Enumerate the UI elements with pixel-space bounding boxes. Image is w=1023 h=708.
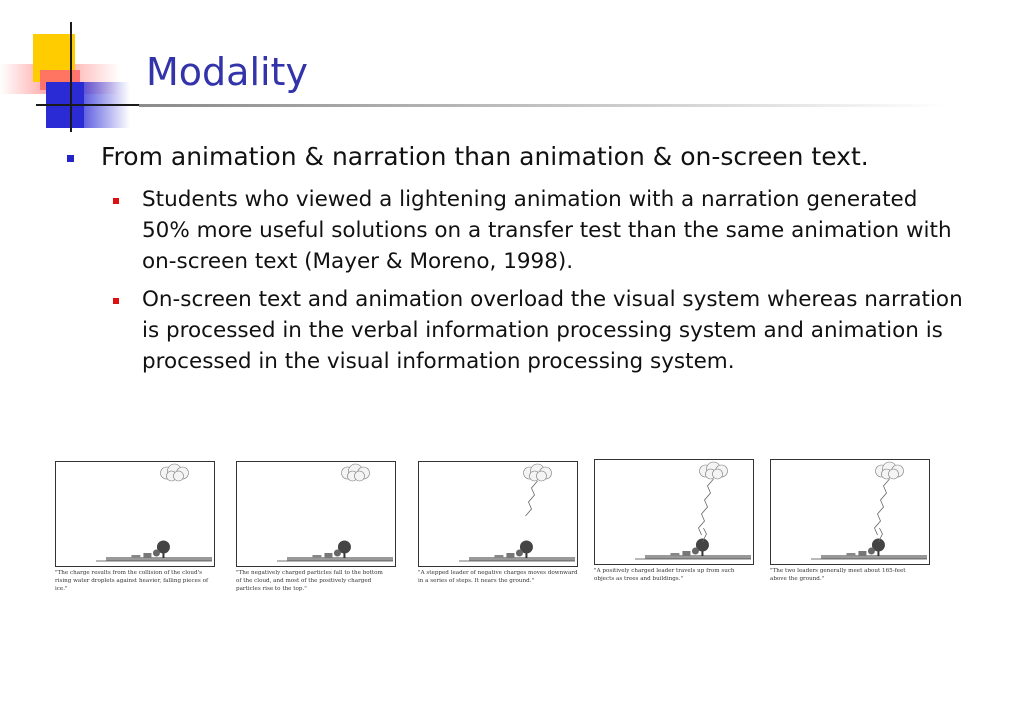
bush-icon: [692, 548, 699, 555]
frame-image: [418, 461, 578, 567]
lightning-illustration: [771, 460, 929, 564]
frame-caption: "The two leaders generally meet about 165-feet above the ground.": [770, 568, 906, 582]
lightning-bolt: [875, 479, 890, 535]
lightning-bolt: [699, 479, 714, 535]
sub-bullet-marker: [113, 198, 119, 204]
house-icon: [506, 553, 514, 558]
lightning-illustration: [595, 460, 753, 564]
cloud-icon: [342, 464, 370, 481]
house-icon: [143, 553, 151, 558]
ground: [106, 557, 212, 561]
sub-bullet-marker: [113, 298, 119, 304]
frame-image: [236, 461, 396, 567]
frame-image: [770, 459, 930, 565]
sub-bullet-2: On-screen text and animation overload the visual system whereas narration is processed in the verbal information processing system and animation is processed in the visual information processing system.: [142, 287, 963, 374]
slide-title: Modality: [146, 50, 308, 94]
lightning-bolt: [526, 481, 538, 516]
ground: [821, 555, 927, 559]
frame-caption: "A positively charged leader travels up from such objects as trees and buildings.": [594, 568, 735, 582]
frame-image: [594, 459, 754, 565]
lightning-illustration: [237, 462, 395, 566]
ground: [469, 557, 575, 561]
frame-caption: "The negatively charged particles fall to the bottom of the cloud, and most of the positively charged particles rise to the top.": [236, 570, 383, 592]
cloud-icon: [524, 464, 552, 481]
house-icon: [324, 553, 332, 558]
title-rule: [139, 104, 949, 107]
frame-caption: "A stepped leader of negative charges moves downward in a series of steps. It nears the ground.": [418, 570, 578, 584]
cloud-icon: [161, 464, 189, 481]
ground: [645, 555, 751, 559]
frame-caption: "The charge results from the collision of the cloud's rising water droplets against heavier, falling pieces of ice.": [55, 570, 209, 592]
lightning-illustration: [56, 462, 214, 566]
house-icon: [682, 551, 690, 556]
bush-icon: [153, 550, 160, 557]
main-bullet: From animation & narration than animation & on-screen text.: [101, 142, 869, 171]
car-icon: [494, 555, 503, 558]
sub-bullet-1: Students who viewed a lightening animation with a narration generated 50% more useful solutions on a transfer test than the same animation with on-screen text (Mayer & Moreno, 1998).: [142, 187, 952, 274]
bush-icon: [334, 550, 341, 557]
lightning-illustration: [419, 462, 577, 566]
ground: [287, 557, 393, 561]
bullet-marker: [67, 155, 74, 162]
cloud-icon: [700, 462, 728, 479]
house-icon: [858, 551, 866, 556]
decor-horizontal-line: [36, 104, 139, 106]
car-icon: [312, 555, 321, 558]
bush-icon: [868, 548, 875, 555]
decor-vertical-line: [70, 22, 72, 132]
cloud-icon: [876, 462, 904, 479]
car-icon: [846, 553, 855, 556]
car-icon: [670, 553, 679, 556]
frame-image: [55, 461, 215, 567]
bush-icon: [516, 550, 523, 557]
car-icon: [131, 555, 140, 558]
